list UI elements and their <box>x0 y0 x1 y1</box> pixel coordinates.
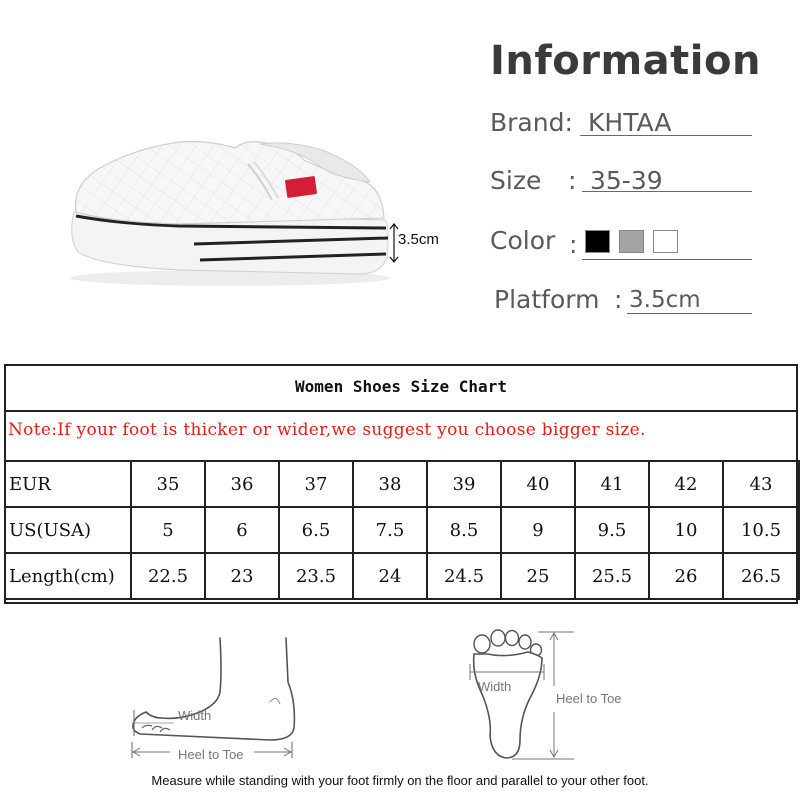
size-table <box>4 460 800 600</box>
table-cell: 26 <box>649 553 723 599</box>
table-cell: 23 <box>205 553 279 599</box>
table-cell: 35 <box>131 461 205 507</box>
table-cell: 39 <box>427 461 501 507</box>
information-title: Information <box>490 38 761 84</box>
platform-value: 3.5cm <box>629 287 701 313</box>
color-swatch-white[interactable] <box>653 230 678 253</box>
row-label: Length(cm) <box>5 553 131 599</box>
side-foot-diagram <box>120 632 300 764</box>
size-chart-title: Women Shoes Size Chart <box>295 377 507 396</box>
table-cell: 37 <box>279 461 353 507</box>
table-cell: 5 <box>131 507 205 553</box>
table-row <box>5 553 799 599</box>
table-cell: 38 <box>353 461 427 507</box>
table-cell: 24 <box>353 553 427 599</box>
table-cell: 7.5 <box>353 507 427 553</box>
table-cell: 9 <box>501 507 575 553</box>
color-colon: : <box>569 230 578 259</box>
divider <box>4 410 798 412</box>
measuring-caption: Measure while standing with your foot firmly on the floor and parallel to your other foot. <box>151 773 649 788</box>
table-cell: 8.5 <box>427 507 501 553</box>
size-chart-note: Note:If your foot is thicker or wider,we suggest you choose bigger size. <box>8 420 646 440</box>
table-cell: 25.5 <box>575 553 649 599</box>
table-cell: 6.5 <box>279 507 353 553</box>
table-cell: 10.5 <box>723 507 799 553</box>
color-label: Color <box>490 226 556 255</box>
size-label: Size <box>490 166 542 195</box>
side-heel-to-toe-label: Heel to Toe <box>178 747 244 762</box>
row-label: EUR <box>5 461 131 507</box>
table-cell: 9.5 <box>575 507 649 553</box>
table-cell: 42 <box>649 461 723 507</box>
table-cell: 23.5 <box>279 553 353 599</box>
table-cell: 6 <box>205 507 279 553</box>
brand-underline <box>580 135 752 136</box>
color-underline <box>582 259 752 260</box>
table-cell: 26.5 <box>723 553 799 599</box>
table-cell: 40 <box>501 461 575 507</box>
table-cell: 10 <box>649 507 723 553</box>
size-colon: : <box>568 166 577 195</box>
color-swatch-gray[interactable] <box>619 230 644 253</box>
side-width-label: Width <box>178 708 212 723</box>
platform-height-label: 3.5cm <box>398 231 439 248</box>
table-cell: 22.5 <box>131 553 205 599</box>
table-cell: 41 <box>575 461 649 507</box>
size-underline <box>582 191 752 192</box>
table-cell: 24.5 <box>427 553 501 599</box>
top-width-label: Width <box>478 679 512 694</box>
shoe-image <box>60 120 400 290</box>
color-swatch-black[interactable] <box>585 230 610 253</box>
platform-label: Platform <box>494 285 600 314</box>
top-heel-to-toe-label: Heel to Toe <box>556 691 622 706</box>
row-label: US(USA) <box>5 507 131 553</box>
table-cell: 25 <box>501 553 575 599</box>
size-value: 35-39 <box>590 166 663 195</box>
table-row <box>5 507 799 553</box>
table-cell: 43 <box>723 461 799 507</box>
brand-label: Brand: <box>490 108 573 137</box>
table-cell: 36 <box>205 461 279 507</box>
platform-colon: : <box>614 285 623 314</box>
table-row <box>5 461 799 507</box>
platform-underline <box>627 313 752 314</box>
brand-value: KHTAA <box>588 108 672 137</box>
